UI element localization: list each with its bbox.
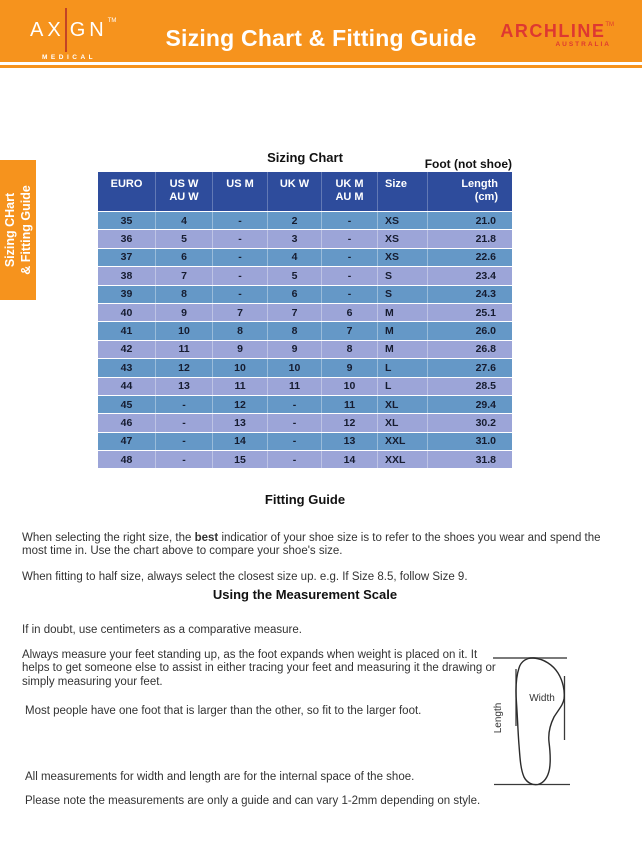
table-cell: 13 <box>213 414 268 431</box>
table-cell: - <box>322 267 378 284</box>
table-cell: 14 <box>213 433 268 450</box>
table-cell: XL <box>378 414 428 431</box>
table-cell: 5 <box>156 230 213 247</box>
table-cell: 15 <box>213 451 268 468</box>
sizing-table <box>98 172 512 468</box>
table-cell: M <box>378 304 428 321</box>
table-cell: 5 <box>268 267 322 284</box>
table-cell: 10 <box>268 359 322 376</box>
column-header <box>378 172 428 211</box>
table-row <box>98 377 512 395</box>
table-cell: 21.8 <box>475 233 496 246</box>
table-cell: - <box>268 414 322 431</box>
table-cell: 28.5 <box>475 380 496 393</box>
paragraph-text: indicatior of your shoe size is to refer to the shoes you wear and spend the most time in. Use the chart above to compare your shoe's size. <box>22 531 601 557</box>
header-bar <box>0 0 642 62</box>
table-cell: 38 <box>98 267 156 284</box>
fitting-guide-paragraph-2: When fitting to half size, always select the closest size up. e.g. If Size 8.5, follow Size 9. <box>22 570 468 583</box>
table-cell: XS <box>378 212 428 229</box>
table-cell: - <box>156 451 213 468</box>
table-cell: 22.6 <box>475 251 496 264</box>
side-tab-line2: & Fitting Guide <box>19 185 34 275</box>
table-cell: L <box>378 359 428 376</box>
table-cell: - <box>213 267 268 284</box>
table-cell: - <box>268 433 322 450</box>
paragraph-text: When selecting the right size, the <box>22 531 195 544</box>
header-divider-line <box>0 65 642 68</box>
table-cell: 35 <box>98 212 156 229</box>
table-cell: S <box>378 267 428 284</box>
table-cell: 25.1 <box>475 306 496 319</box>
table-cell: 44 <box>98 378 156 395</box>
table-cell: 7 <box>156 267 213 284</box>
table-cell: 30.2 <box>475 416 496 429</box>
table-cell: 36 <box>98 230 156 247</box>
measurement-paragraph-5: Please note the measurements are only a guide and can vary 1-2mm depending on style. <box>25 794 481 807</box>
table-cell: 10 <box>213 359 268 376</box>
table-cell: 45 <box>98 396 156 413</box>
table-cell: 6 <box>268 286 322 303</box>
column-header-line1: Size <box>385 178 408 190</box>
paragraph-bold-text: best <box>194 531 219 544</box>
table-row <box>98 413 512 431</box>
table-cell: - <box>322 230 378 247</box>
column-header <box>98 172 156 211</box>
table-cell: 7 <box>268 304 322 321</box>
table-cell: 12 <box>213 396 268 413</box>
table-cell: 7 <box>322 322 378 339</box>
archline-australia-label: AUSTRALIA <box>555 41 611 48</box>
column-header-line2: (cm) <box>474 191 498 203</box>
fitting-guide-heading: Fitting Guide <box>264 492 346 507</box>
table-cell: 26.8 <box>475 343 496 356</box>
table-cell: 41 <box>98 322 156 339</box>
table-cell: 11 <box>156 341 213 358</box>
axign-medical-label: MEDICAL <box>42 54 97 61</box>
table-cell: 46 <box>98 414 156 431</box>
fitting-guide-paragraph-1 <box>22 532 628 559</box>
axign-text-left: AX <box>30 19 65 41</box>
table-cell: XS <box>378 230 428 247</box>
column-header-line1: US M <box>226 178 254 190</box>
table-cell: 10 <box>322 378 378 395</box>
table-cell: 7 <box>213 304 268 321</box>
column-header-line1: US W <box>169 178 199 190</box>
table-cell: 3 <box>268 230 322 247</box>
table-cell: 31.0 <box>475 435 496 448</box>
column-header-line1: EURO <box>110 178 143 190</box>
archline-text: ARCHLINE <box>500 21 606 41</box>
table-cell: 24.3 <box>475 288 496 301</box>
table-cell: - <box>156 396 213 413</box>
archline-logo <box>500 22 614 48</box>
axign-medical-logo <box>30 8 116 61</box>
table-row <box>98 285 512 303</box>
table-cell: L <box>378 378 428 395</box>
table-cell: - <box>268 451 322 468</box>
table-row <box>98 266 512 284</box>
width-label: Width <box>529 693 555 704</box>
table-cell: 8 <box>156 286 213 303</box>
column-header-line2: AU W <box>169 191 199 203</box>
table-cell: M <box>378 322 428 339</box>
table-cell: XXL <box>378 451 428 468</box>
table-cell: 11 <box>268 378 322 395</box>
table-cell: 8 <box>213 322 268 339</box>
table-cell: XL <box>378 396 428 413</box>
table-cell: M <box>378 341 428 358</box>
table-cell: - <box>213 230 268 247</box>
table-cell: 14 <box>322 451 378 468</box>
table-cell: - <box>213 249 268 266</box>
foot-outline-icon <box>516 658 564 785</box>
table-cell: 6 <box>322 304 378 321</box>
axign-accent-line-icon <box>65 8 67 52</box>
table-cell: 39 <box>98 286 156 303</box>
column-header <box>268 172 322 211</box>
table-cell: 23.4 <box>475 269 496 282</box>
table-cell: - <box>156 433 213 450</box>
table-cell: 43 <box>98 359 156 376</box>
table-cell: 11 <box>213 378 268 395</box>
table-cell: 47 <box>98 433 156 450</box>
column-header-line1: UK M <box>335 178 364 190</box>
table-row <box>98 358 512 376</box>
table-row <box>98 321 512 339</box>
table-row <box>98 229 512 247</box>
table-cell: 48 <box>98 451 156 468</box>
table-cell: 27.6 <box>475 361 496 374</box>
column-header <box>428 172 512 211</box>
archline-wordmark <box>500 22 614 40</box>
column-header-line1: UK W <box>279 178 310 190</box>
table-cell: 6 <box>156 249 213 266</box>
table-cell: 8 <box>322 341 378 358</box>
column-header <box>213 172 268 211</box>
table-row <box>98 395 512 413</box>
table-cell: 9 <box>156 304 213 321</box>
measurement-paragraph-3: Most people have one foot that is larger than the other, so fit to the larger foot. <box>25 704 422 717</box>
side-tab-line1: Sizing CHart <box>3 192 18 268</box>
table-cell: 4 <box>156 212 213 229</box>
table-cell: - <box>156 414 213 431</box>
table-cell: 10 <box>156 322 213 339</box>
column-header-line1: Length <box>461 178 498 190</box>
measurement-paragraph-4: All measurements for width and length are for the internal space of the shoe. <box>25 770 415 783</box>
table-cell: - <box>213 286 268 303</box>
table-cell: 9 <box>322 359 378 376</box>
table-cell: 12 <box>156 359 213 376</box>
measurement-paragraph-2: Always measure your feet standing up, as the foot expands when weight is placed on it. It helps to get someone else to assist in either tracing your feet and measuring it the drawing or simply measuring your feet. <box>22 648 496 688</box>
side-tab <box>0 160 36 300</box>
table-cell: - <box>268 396 322 413</box>
table-cell: XXL <box>378 433 428 450</box>
table-cell: 12 <box>322 414 378 431</box>
table-cell: 40 <box>98 304 156 321</box>
table-header-row <box>98 172 512 211</box>
table-row <box>98 432 512 450</box>
table-cell: - <box>322 286 378 303</box>
table-row <box>98 303 512 321</box>
table-cell: 13 <box>156 378 213 395</box>
table-cell: 9 <box>268 341 322 358</box>
foot-measurement-diagram <box>487 645 620 805</box>
sizing-chart-title: Sizing Chart <box>267 150 343 165</box>
foot-not-shoe-label: Foot (not shoe) <box>424 157 512 171</box>
table-cell: - <box>322 212 378 229</box>
side-tab-label <box>2 185 34 275</box>
table-cell: 21.0 <box>475 214 496 227</box>
measurement-scale-heading: Using the Measurement Scale <box>212 587 398 602</box>
table-row <box>98 450 512 468</box>
table-cell: - <box>322 249 378 266</box>
table-row <box>98 248 512 266</box>
table-cell: XS <box>378 249 428 266</box>
table-cell: 42 <box>98 341 156 358</box>
table-cell: 8 <box>268 322 322 339</box>
table-row <box>98 211 512 229</box>
table-cell: 4 <box>268 249 322 266</box>
measurement-paragraph-1: If in doubt, use centimeters as a comparative measure. <box>22 623 302 636</box>
table-cell: 31.8 <box>475 453 496 466</box>
table-cell: 29.4 <box>475 398 496 411</box>
axign-text-right: GN <box>69 19 108 41</box>
axign-wordmark <box>30 8 116 52</box>
table-body <box>98 211 512 468</box>
table-cell: S <box>378 286 428 303</box>
column-header-line2: AU M <box>335 191 364 203</box>
table-cell: 2 <box>268 212 322 229</box>
table-cell: 26.0 <box>475 325 496 338</box>
table-cell: 13 <box>322 433 378 450</box>
table-cell: - <box>213 212 268 229</box>
table-row <box>98 340 512 358</box>
table-cell: 37 <box>98 249 156 266</box>
table-cell: 9 <box>213 341 268 358</box>
trademark-symbol: TM <box>605 22 614 28</box>
trademark-symbol: TM <box>107 18 117 24</box>
page-title: Sizing Chart & Fitting Guide <box>165 25 477 51</box>
table-cell: 11 <box>322 396 378 413</box>
length-label: Length <box>493 702 504 734</box>
column-header <box>156 172 213 211</box>
column-header <box>322 172 378 211</box>
